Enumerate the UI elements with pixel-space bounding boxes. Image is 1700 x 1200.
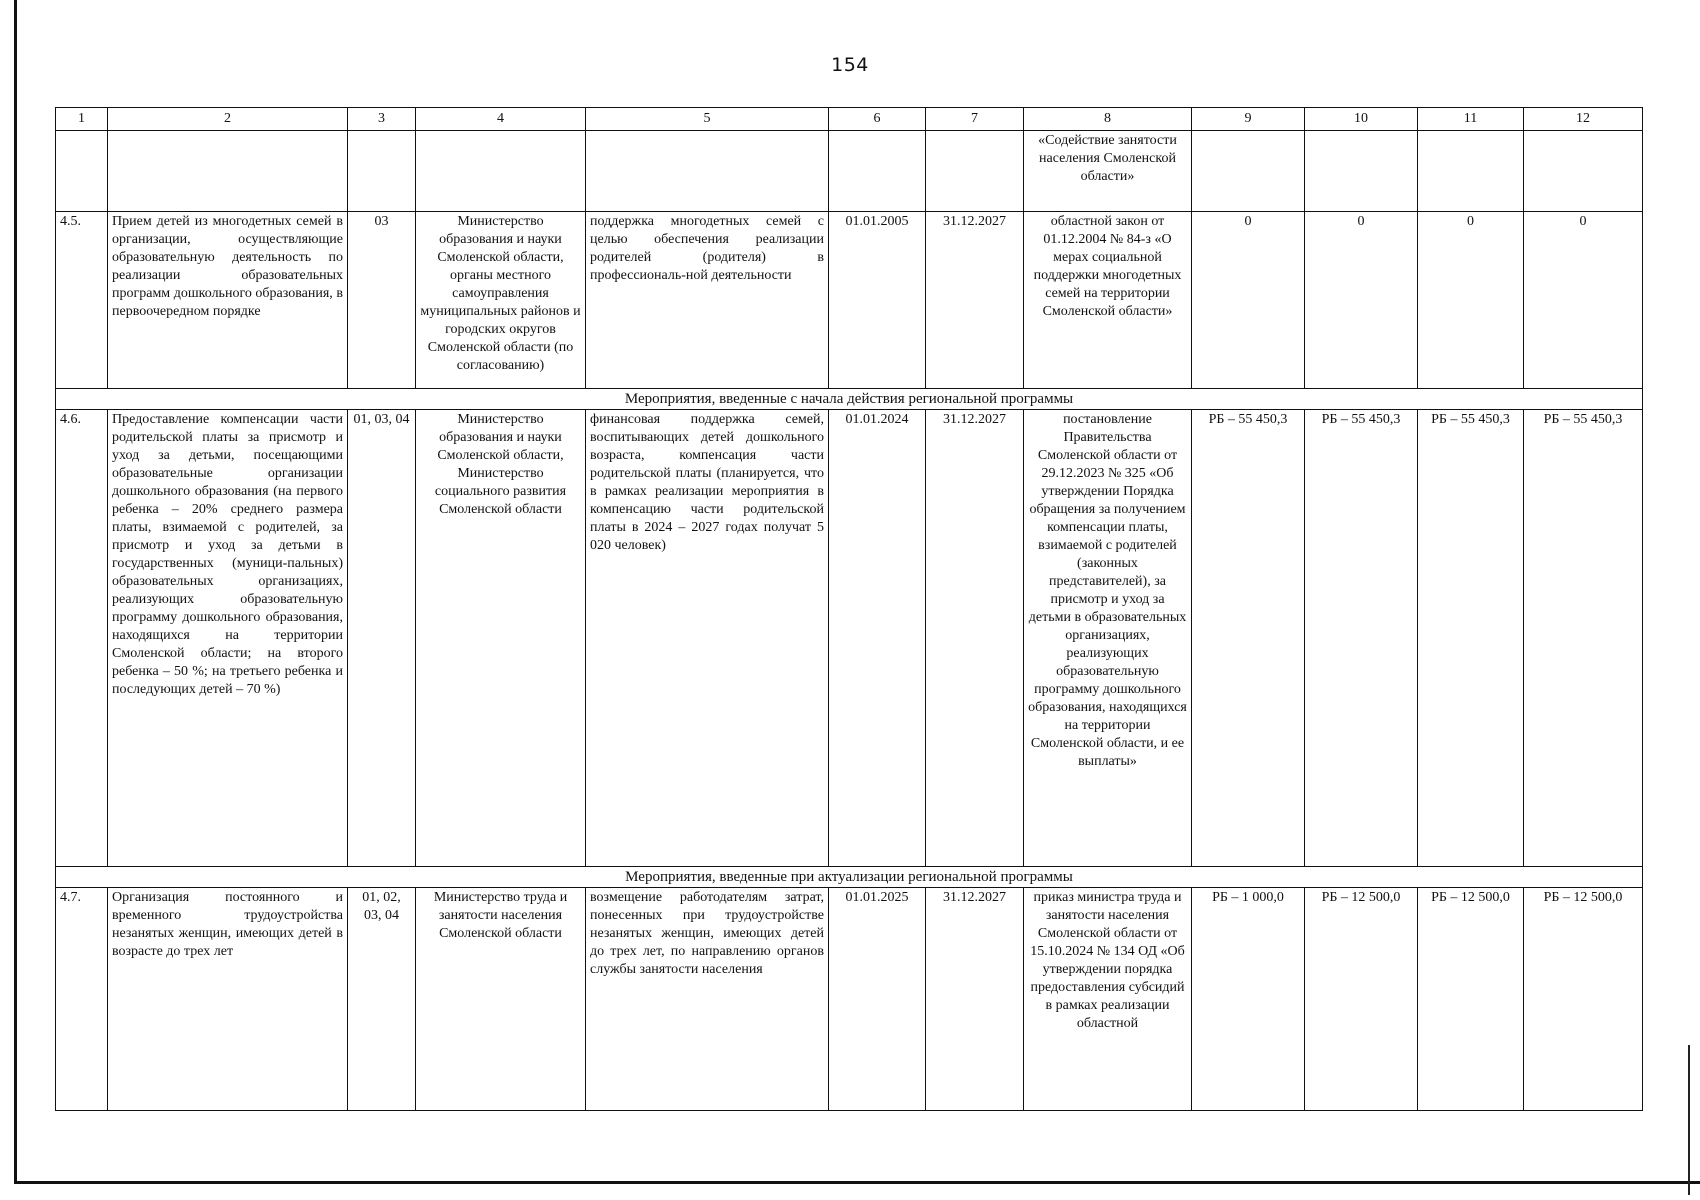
scan-left-edge	[14, 0, 17, 1182]
table-cell	[1305, 131, 1418, 212]
start-date-cell: 01.01.2005	[829, 212, 926, 389]
value-cell-10: 0	[1305, 212, 1418, 389]
legal-basis-cell: «Содействие занятости населения Смоленской области»	[1024, 131, 1192, 212]
table-cell	[416, 131, 586, 212]
item-code-cell: 01, 03, 04	[348, 410, 416, 867]
start-date-cell: 01.01.2025	[829, 888, 926, 1111]
table-cell	[1418, 131, 1524, 212]
legal-basis-cell: областной закон от 01.12.2004 № 84-з «О мерах социальной поддержки многодетных семей на территории Смоленской области»	[1024, 212, 1192, 389]
value-cell-9: 0	[1192, 212, 1305, 389]
value-cell-11: РБ – 55 450,3	[1418, 410, 1524, 867]
table-row-item	[56, 212, 1643, 389]
executor-cell: Министерство труда и занятости населения Смоленской области	[416, 888, 586, 1111]
item-name-cell: Организация постоянного и временного трудоустройства незанятых женщин, имеющих детей в возрасте до трех лет	[108, 888, 348, 1111]
column-number: 6	[829, 108, 926, 131]
description-cell: финансовая поддержка семей, воспитывающих детей дошкольного возраста, компенсация части родительской платы (планируется, что в рамках реализации мероприятия в компенсацию части родительской платы в 2024 – 2027 годах получат 5 020 человек)	[586, 410, 829, 867]
value-cell-12: 0	[1524, 212, 1643, 389]
programme-measures-table	[55, 107, 1643, 1111]
description-cell: поддержка многодетных семей с целью обеспечения реализации родителей (родителя) в профессиональ-ной деятельности	[586, 212, 829, 389]
legal-basis-cell: приказ министра труда и занятости населения Смоленской области от 15.10.2024 № 134 ОД «Об утверждении порядка предоставления субсидий в рамках реализации областной	[1024, 888, 1192, 1111]
value-cell-11: 0	[1418, 212, 1524, 389]
value-cell-9: РБ – 1 000,0	[1192, 888, 1305, 1111]
table-cell	[108, 131, 348, 212]
section-row	[56, 867, 1643, 888]
item-number-cell: 4.7.	[56, 888, 108, 1111]
table-cell	[1524, 131, 1643, 212]
section-row	[56, 389, 1643, 410]
scan-bottom-edge	[14, 1181, 1700, 1184]
column-number: 7	[926, 108, 1024, 131]
scan-right-mark	[1688, 1045, 1690, 1195]
table-row-item	[56, 410, 1643, 867]
column-number: 5	[586, 108, 829, 131]
executor-cell: Министерство образования и науки Смоленской области, органы местного самоуправления муниципальных районов и городских округов Смоленской области (по согласованию)	[416, 212, 586, 389]
value-cell-12: РБ – 55 450,3	[1524, 410, 1643, 867]
end-date-cell: 31.12.2027	[926, 888, 1024, 1111]
column-number: 11	[1418, 108, 1524, 131]
value-cell-11: РБ – 12 500,0	[1418, 888, 1524, 1111]
page-number: 154	[831, 54, 869, 76]
table-row-continuation	[56, 131, 1643, 212]
table-cell	[829, 131, 926, 212]
column-number: 1	[56, 108, 108, 131]
value-cell-10: РБ – 55 450,3	[1305, 410, 1418, 867]
column-number-row	[56, 108, 1643, 131]
item-code-cell: 01, 02, 03, 04	[348, 888, 416, 1111]
item-name-cell: Прием детей из многодетных семей в организации, осуществляющие образовательную деятельность по реализации образовательных программ дошкольного образования, в первоочередном порядке	[108, 212, 348, 389]
legal-basis-cell: постановление Правительства Смоленской области от 29.12.2023 № 325 «Об утверждении Порядка обращения за получением компенсации платы, взимаемой с родителей (законных представителей), за присмотр и уход за детьми в образовательных организациях, реализующих образовательную программу дошкольного образования, находящихся на территории Смоленской области, и ее выплаты»	[1024, 410, 1192, 867]
start-date-cell: 01.01.2024	[829, 410, 926, 867]
table-cell	[348, 131, 416, 212]
section-title: Мероприятия, введенные с начала действия региональной программы	[56, 389, 1643, 410]
value-cell-10: РБ – 12 500,0	[1305, 888, 1418, 1111]
column-number: 8	[1024, 108, 1192, 131]
table-cell	[56, 131, 108, 212]
end-date-cell: 31.12.2027	[926, 410, 1024, 867]
column-number: 4	[416, 108, 586, 131]
column-number: 10	[1305, 108, 1418, 131]
value-cell-9: РБ – 55 450,3	[1192, 410, 1305, 867]
executor-cell: Министерство образования и науки Смоленской области, Министерство социального развития Смоленской области	[416, 410, 586, 867]
item-number-cell: 4.5.	[56, 212, 108, 389]
column-number: 3	[348, 108, 416, 131]
column-number: 9	[1192, 108, 1305, 131]
table-cell	[926, 131, 1024, 212]
section-title: Мероприятия, введенные при актуализации региональной программы	[56, 867, 1643, 888]
table-cell	[1192, 131, 1305, 212]
item-number-cell: 4.6.	[56, 410, 108, 867]
description-cell: возмещение работодателям затрат, понесенных при трудоустройстве незанятых женщин, имеющих детей до трех лет, по направлению органов службы занятости населения	[586, 888, 829, 1111]
value-cell-12: РБ – 12 500,0	[1524, 888, 1643, 1111]
item-code-cell: 03	[348, 212, 416, 389]
item-name-cell: Предоставление компенсации части родительской платы за присмотр и уход за детьми, посещающими образовательные организации дошкольного образования (на первого ребенка – 20% среднего размера платы, взимаемой с родителей, за присмотр и уход за детьми в государственных (муници-пальных) образовательных организациях, реализующих образовательную программу дошкольного образования, находящихся на территории Смоленской области; на второго ребенка – 50 %; на третьего ребенка и последующих детей – 70 %)	[108, 410, 348, 867]
column-number: 2	[108, 108, 348, 131]
table-row-item	[56, 888, 1643, 1111]
column-number: 12	[1524, 108, 1643, 131]
end-date-cell: 31.12.2027	[926, 212, 1024, 389]
table-cell	[586, 131, 829, 212]
